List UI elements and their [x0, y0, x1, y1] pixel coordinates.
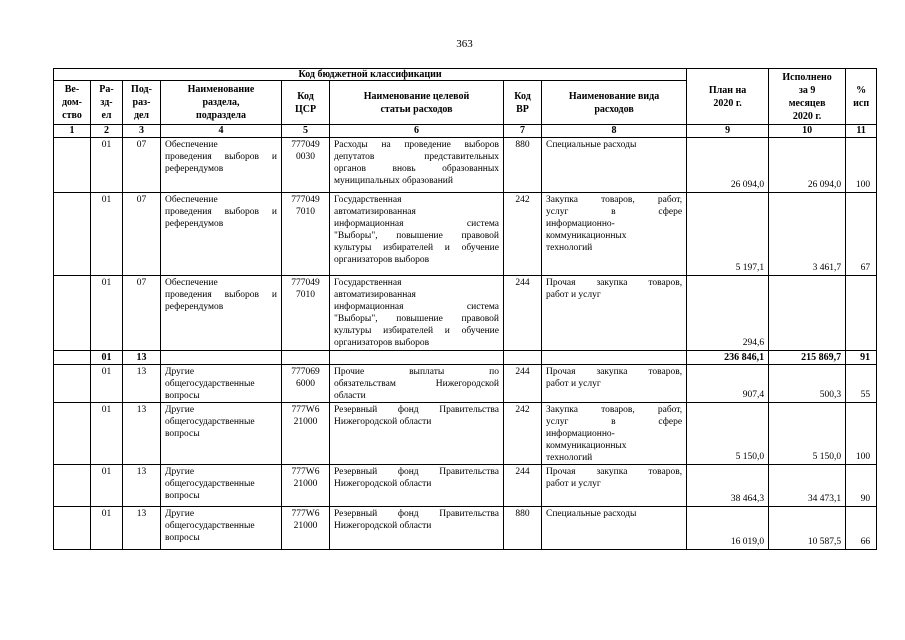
- cell-section-name: [161, 193, 282, 276]
- text-line: Государственная: [334, 278, 402, 288]
- text-line: области: [334, 391, 366, 401]
- cell-expense-type-name: [542, 365, 687, 403]
- text-line: технологий: [546, 453, 593, 463]
- cell-vedomstvo: [54, 193, 91, 276]
- cell-razdel: 01: [91, 403, 123, 465]
- cell-target-item-name: [330, 351, 504, 365]
- cell-target-item-name: [330, 276, 504, 351]
- text-line: Специальные расходы: [546, 140, 637, 150]
- text-line: работ и услуг: [546, 290, 601, 300]
- cell-vedomstvo: [54, 351, 91, 365]
- cell-csr-code: 777049 7010: [282, 276, 330, 351]
- cell-podrazdel: 13: [123, 403, 161, 465]
- text-line: информационно-: [546, 219, 615, 229]
- text-line: Прочая закупка товаров,: [546, 467, 683, 477]
- text-line: Другие: [165, 467, 195, 477]
- text-line: обязательствам Нижегородской: [334, 379, 499, 389]
- text-line: информационная система: [334, 302, 499, 312]
- column-number: 5: [282, 125, 330, 138]
- cell-percent-executed: 100: [846, 403, 877, 465]
- text-line: органов вновь образованных: [334, 164, 499, 174]
- cell-vr-code: [504, 351, 542, 365]
- column-number: 7: [504, 125, 542, 138]
- text-line: работ и услуг: [546, 379, 601, 389]
- text-line: общегосударственные: [165, 379, 255, 389]
- text-line: депутатов представительных: [334, 152, 499, 162]
- cell-vedomstvo: [54, 138, 91, 193]
- cell-target-item-name: [330, 138, 504, 193]
- table-body: [54, 138, 877, 550]
- cell-section-name: [161, 507, 282, 550]
- text-line: Нижегородской области: [334, 479, 432, 489]
- text-line: организаторов выборов: [334, 338, 430, 348]
- cell-percent-executed: 55: [846, 365, 877, 403]
- header-csr-code: Код ЦСР: [282, 81, 330, 125]
- text-line: вопросы: [165, 533, 200, 543]
- cell-section-name: [161, 276, 282, 351]
- text-line: общегосударственные: [165, 521, 255, 531]
- cell-expense-type-name: [542, 465, 687, 507]
- cell-section-name: [161, 365, 282, 403]
- text-line: услуг в сфере: [546, 207, 683, 217]
- text-line: Нижегородской области: [334, 521, 432, 531]
- table-header: [54, 69, 877, 138]
- cell-csr-code: 777W6 21000: [282, 465, 330, 507]
- cell-csr-code: [282, 351, 330, 365]
- cell-plan-2020: 294,6: [687, 276, 769, 351]
- page-number: 363: [456, 38, 473, 50]
- text-line: Специальные расходы: [546, 509, 637, 519]
- text-line: Резервный фонд Правительства: [334, 405, 499, 415]
- text-line: вопросы: [165, 429, 200, 439]
- cell-vr-code: 880: [504, 507, 542, 550]
- text-line: референдумов: [165, 302, 224, 312]
- cell-target-item-name: [330, 465, 504, 507]
- header-target-item-name: Наименование целевой статьи расходов: [330, 81, 504, 125]
- header-row-group: [54, 69, 877, 81]
- text-line: Государственная: [334, 195, 402, 205]
- table-row: [54, 138, 877, 193]
- table-row: [54, 365, 877, 403]
- cell-expense-type-name: [542, 138, 687, 193]
- cell-executed-9m-2020: 3 461,7: [769, 193, 846, 276]
- header-budget-classification: Код бюджетной классификации: [54, 69, 687, 81]
- cell-vedomstvo: [54, 365, 91, 403]
- cell-razdel: 01: [91, 507, 123, 550]
- table-row: [54, 507, 877, 550]
- cell-percent-executed: 91: [846, 351, 877, 365]
- cell-expense-type-name: [542, 193, 687, 276]
- text-line: услуг в сфере: [546, 417, 683, 427]
- cell-percent-executed: 90: [846, 465, 877, 507]
- column-number: 9: [687, 125, 769, 138]
- text-line: Другие: [165, 509, 195, 519]
- table-row: [54, 403, 877, 465]
- cell-podrazdel: 13: [123, 465, 161, 507]
- column-number: 6: [330, 125, 504, 138]
- text-line: Прочая закупка товаров,: [546, 278, 683, 288]
- column-number: 3: [123, 125, 161, 138]
- header-executed-9m-2020: Исполнено за 9 месяцев 2020 г.: [769, 69, 846, 125]
- cell-executed-9m-2020: 215 869,7: [769, 351, 846, 365]
- header-plan-2020: План на 2020 г.: [687, 69, 769, 125]
- cell-executed-9m-2020: 500,3: [769, 365, 846, 403]
- cell-section-name: [161, 138, 282, 193]
- cell-executed-9m-2020: 10 587,5: [769, 507, 846, 550]
- column-number: 10: [769, 125, 846, 138]
- column-number: 11: [846, 125, 877, 138]
- text-line: проведения выборов и: [165, 290, 277, 300]
- cell-percent-executed: 67: [846, 193, 877, 276]
- cell-executed-9m-2020: 5 150,0: [769, 403, 846, 465]
- cell-vr-code: 244: [504, 465, 542, 507]
- column-number: 1: [54, 125, 91, 138]
- table-row: [54, 193, 877, 276]
- text-line: Прочие выплаты по: [334, 367, 499, 377]
- cell-csr-code: 777W6 21000: [282, 507, 330, 550]
- cell-csr-code: 777049 7010: [282, 193, 330, 276]
- cell-vedomstvo: [54, 403, 91, 465]
- cell-podrazdel: 13: [123, 507, 161, 550]
- cell-percent-executed: 66: [846, 507, 877, 550]
- text-line: организаторов выборов: [334, 255, 430, 265]
- text-line: муниципальных образований: [334, 176, 453, 186]
- text-line: автоматизированная: [334, 290, 416, 300]
- cell-target-item-name: [330, 193, 504, 276]
- cell-target-item-name: [330, 507, 504, 550]
- cell-vr-code: 880: [504, 138, 542, 193]
- text-line: вопросы: [165, 391, 200, 401]
- text-line: Другие: [165, 405, 195, 415]
- cell-podrazdel: 07: [123, 193, 161, 276]
- cell-percent-executed: 100: [846, 138, 877, 193]
- cell-razdel: 01: [91, 138, 123, 193]
- text-line: культуры избирателей и обучение: [334, 326, 499, 336]
- column-number: 8: [542, 125, 687, 138]
- cell-section-name: [161, 403, 282, 465]
- cell-vedomstvo: [54, 465, 91, 507]
- cell-csr-code: 777049 0030: [282, 138, 330, 193]
- cell-target-item-name: [330, 365, 504, 403]
- text-line: проведения выборов и: [165, 152, 277, 162]
- text-line: общегосударственные: [165, 479, 255, 489]
- text-line: работ и услуг: [546, 479, 601, 489]
- header-expense-type-name: Наименование вида расходов: [542, 81, 687, 125]
- text-line: общегосударственные: [165, 417, 255, 427]
- text-line: Обеспечение: [165, 278, 218, 288]
- text-line: "Выборы", повышение правовой: [334, 231, 499, 241]
- cell-vr-code: 244: [504, 276, 542, 351]
- cell-podrazdel: 13: [123, 365, 161, 403]
- cell-executed-9m-2020: [769, 276, 846, 351]
- cell-vr-code: 244: [504, 365, 542, 403]
- text-line: Другие: [165, 367, 195, 377]
- text-line: Резервный фонд Правительства: [334, 509, 499, 519]
- header-vedomstvo: Ве- дом- ство: [54, 81, 91, 125]
- header-razdel: Ра- зд- ел: [91, 81, 123, 125]
- text-line: Нижегородской области: [334, 417, 432, 427]
- budget-execution-table: [53, 68, 877, 550]
- cell-csr-code: 777069 6000: [282, 365, 330, 403]
- cell-vedomstvo: [54, 507, 91, 550]
- cell-expense-type-name: [542, 276, 687, 351]
- text-line: информационно-: [546, 429, 615, 439]
- table-row: [54, 276, 877, 351]
- cell-plan-2020: 907,4: [687, 365, 769, 403]
- cell-expense-type-name: [542, 507, 687, 550]
- text-line: информационная система: [334, 219, 499, 229]
- text-line: Прочая закупка товаров,: [546, 367, 683, 377]
- cell-plan-2020: 5 150,0: [687, 403, 769, 465]
- cell-razdel: 01: [91, 365, 123, 403]
- cell-podrazdel: 13: [123, 351, 161, 365]
- cell-csr-code: 777W6 21000: [282, 403, 330, 465]
- text-line: технологий: [546, 243, 593, 253]
- cell-section-name: [161, 465, 282, 507]
- header-vr-code: Код ВР: [504, 81, 542, 125]
- cell-executed-9m-2020: 26 094,0: [769, 138, 846, 193]
- text-line: культуры избирателей и обучение: [334, 243, 499, 253]
- cell-percent-executed: [846, 276, 877, 351]
- text-line: референдумов: [165, 164, 224, 174]
- cell-vedomstvo: [54, 276, 91, 351]
- text-line: "Выборы", повышение правовой: [334, 314, 499, 324]
- column-number: 2: [91, 125, 123, 138]
- text-line: коммуникационных: [546, 231, 627, 241]
- cell-razdel: 01: [91, 351, 123, 365]
- header-row-numbers: [54, 125, 877, 138]
- cell-expense-type-name: [542, 403, 687, 465]
- text-line: проведения выборов и: [165, 207, 277, 217]
- text-line: Обеспечение: [165, 195, 218, 205]
- cell-razdel: 01: [91, 465, 123, 507]
- cell-podrazdel: 07: [123, 138, 161, 193]
- table-row: [54, 465, 877, 507]
- header-percent-executed: % исп: [846, 69, 877, 125]
- cell-plan-2020: 26 094,0: [687, 138, 769, 193]
- header-section-name: Наименование раздела, подраздела: [161, 81, 282, 125]
- text-line: Закупка товаров, работ,: [546, 195, 683, 205]
- cell-podrazdel: 07: [123, 276, 161, 351]
- cell-vr-code: 242: [504, 403, 542, 465]
- cell-vr-code: 242: [504, 193, 542, 276]
- cell-razdel: 01: [91, 276, 123, 351]
- text-line: Закупка товаров, работ,: [546, 405, 683, 415]
- text-line: автоматизированная: [334, 207, 416, 217]
- cell-executed-9m-2020: 34 473,1: [769, 465, 846, 507]
- text-line: Резервный фонд Правительства: [334, 467, 499, 477]
- column-number: 4: [161, 125, 282, 138]
- cell-razdel: 01: [91, 193, 123, 276]
- text-line: референдумов: [165, 219, 224, 229]
- cell-plan-2020: 38 464,3: [687, 465, 769, 507]
- text-line: вопросы: [165, 491, 200, 501]
- cell-expense-type-name: [542, 351, 687, 365]
- text-line: коммуникационных: [546, 441, 627, 451]
- cell-plan-2020: 16 019,0: [687, 507, 769, 550]
- cell-section-name: [161, 351, 282, 365]
- subtotal-row: [54, 351, 877, 365]
- text-line: Обеспечение: [165, 140, 218, 150]
- text-line: Расходы на проведение выборов: [334, 140, 499, 150]
- header-podrazdel: Под- раз- дел: [123, 81, 161, 125]
- cell-target-item-name: [330, 403, 504, 465]
- cell-plan-2020: 236 846,1: [687, 351, 769, 365]
- cell-plan-2020: 5 197,1: [687, 193, 769, 276]
